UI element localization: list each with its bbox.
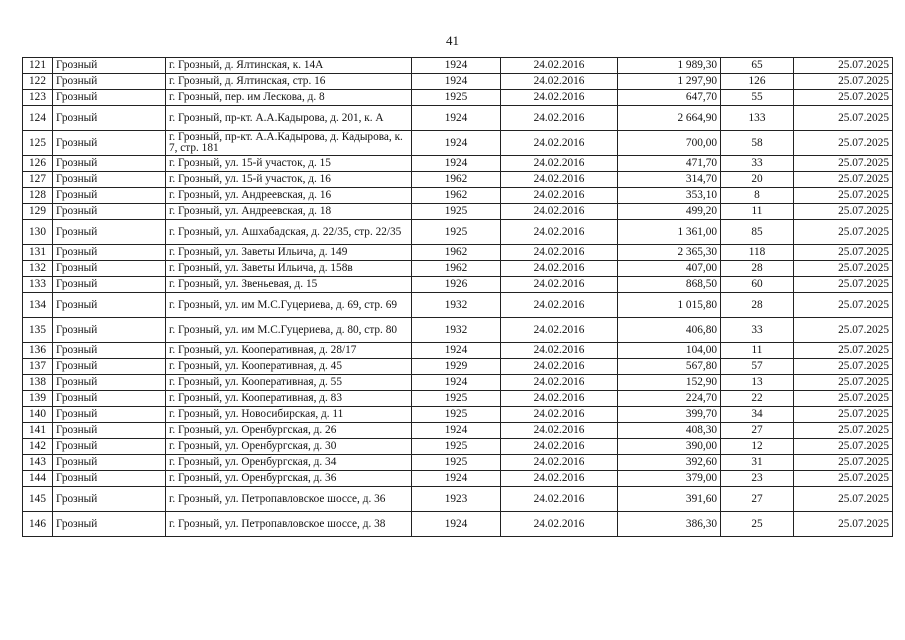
city-cell: Грозный: [53, 90, 166, 106]
table-body: [23, 58, 893, 537]
table-row: [23, 391, 893, 407]
date-start-cell: 24.02.2016: [501, 58, 618, 74]
date-start-cell: 24.02.2016: [501, 423, 618, 439]
year-cell: 1962: [412, 188, 501, 204]
date-start-cell: 24.02.2016: [501, 220, 618, 245]
address-cell: г. Грозный, ул. Петропавловское шоссе, д. 38: [166, 512, 412, 537]
city-cell: Грозный: [53, 204, 166, 220]
table-row: [23, 455, 893, 471]
date-start-cell: 24.02.2016: [501, 391, 618, 407]
count-cell: 57: [721, 359, 794, 375]
count-cell: 58: [721, 131, 794, 156]
count-cell: 118: [721, 245, 794, 261]
count-cell: 8: [721, 188, 794, 204]
date-start-cell: 24.02.2016: [501, 407, 618, 423]
date-start-cell: 24.02.2016: [501, 74, 618, 90]
date-end-cell: 25.07.2025: [794, 220, 893, 245]
date-start-cell: 24.02.2016: [501, 439, 618, 455]
area-cell: 104,00: [618, 343, 721, 359]
table-row: [23, 512, 893, 537]
table-row: [23, 261, 893, 277]
area-cell: 407,00: [618, 261, 721, 277]
date-end-cell: 25.07.2025: [794, 131, 893, 156]
table-row: [23, 359, 893, 375]
table-row: [23, 471, 893, 487]
address-cell: г. Грозный, ул. Петропавловское шоссе, д. 36: [166, 487, 412, 512]
city-cell: Грозный: [53, 423, 166, 439]
table-row: [23, 204, 893, 220]
table-row: [23, 220, 893, 245]
date-end-cell: 25.07.2025: [794, 90, 893, 106]
year-cell: 1926: [412, 277, 501, 293]
address-cell: г. Грозный, ул. Заветы Ильича, д. 149: [166, 245, 412, 261]
date-end-cell: 25.07.2025: [794, 512, 893, 537]
date-end-cell: 25.07.2025: [794, 359, 893, 375]
date-start-cell: 24.02.2016: [501, 245, 618, 261]
date-end-cell: 25.07.2025: [794, 407, 893, 423]
row-number: 122: [23, 74, 53, 90]
year-cell: 1932: [412, 293, 501, 318]
address-cell: г. Грозный, ул. Ашхабадская, д. 22/35, стр. 22/35: [166, 220, 412, 245]
city-cell: Грозный: [53, 407, 166, 423]
area-cell: 2 365,30: [618, 245, 721, 261]
area-cell: 408,30: [618, 423, 721, 439]
date-start-cell: 24.02.2016: [501, 343, 618, 359]
date-end-cell: 25.07.2025: [794, 74, 893, 90]
table-row: [23, 106, 893, 131]
year-cell: 1962: [412, 261, 501, 277]
city-cell: Грозный: [53, 512, 166, 537]
count-cell: 27: [721, 487, 794, 512]
date-start-cell: 24.02.2016: [501, 359, 618, 375]
count-cell: 20: [721, 172, 794, 188]
date-start-cell: 24.02.2016: [501, 131, 618, 156]
date-start-cell: 24.02.2016: [501, 172, 618, 188]
row-number: 127: [23, 172, 53, 188]
row-number: 130: [23, 220, 53, 245]
address-cell: г. Грозный, ул. Оренбургская, д. 34: [166, 455, 412, 471]
address-cell: г. Грозный, ул. Новосибирская, д. 11: [166, 407, 412, 423]
year-cell: 1924: [412, 512, 501, 537]
count-cell: 11: [721, 343, 794, 359]
area-cell: 224,70: [618, 391, 721, 407]
year-cell: 1932: [412, 318, 501, 343]
table-row: [23, 277, 893, 293]
year-cell: 1924: [412, 471, 501, 487]
table-row: [23, 375, 893, 391]
city-cell: Грозный: [53, 172, 166, 188]
row-number: 144: [23, 471, 53, 487]
year-cell: 1925: [412, 455, 501, 471]
date-start-cell: 24.02.2016: [501, 487, 618, 512]
table-row: [23, 293, 893, 318]
row-number: 137: [23, 359, 53, 375]
row-number: 131: [23, 245, 53, 261]
address-cell: г. Грозный, д. Ялтинская, стр. 16: [166, 74, 412, 90]
count-cell: 31: [721, 455, 794, 471]
address-cell: г. Грозный, ул. Заветы Ильича, д. 158в: [166, 261, 412, 277]
address-cell: г. Грозный, пр-кт. А.А.Кадырова, д. Кадырова, к. 7, стр. 181: [166, 131, 412, 156]
row-number: 121: [23, 58, 53, 74]
date-start-cell: 24.02.2016: [501, 90, 618, 106]
area-cell: 379,00: [618, 471, 721, 487]
year-cell: 1962: [412, 172, 501, 188]
area-cell: 700,00: [618, 131, 721, 156]
table-row: [23, 423, 893, 439]
area-cell: 1 989,30: [618, 58, 721, 74]
count-cell: 33: [721, 318, 794, 343]
year-cell: 1925: [412, 439, 501, 455]
year-cell: 1929: [412, 359, 501, 375]
area-cell: 391,60: [618, 487, 721, 512]
year-cell: 1925: [412, 391, 501, 407]
year-cell: 1925: [412, 90, 501, 106]
date-start-cell: 24.02.2016: [501, 455, 618, 471]
count-cell: 65: [721, 58, 794, 74]
count-cell: 28: [721, 293, 794, 318]
count-cell: 27: [721, 423, 794, 439]
date-end-cell: 25.07.2025: [794, 375, 893, 391]
row-number: 123: [23, 90, 53, 106]
date-end-cell: 25.07.2025: [794, 423, 893, 439]
row-number: 138: [23, 375, 53, 391]
area-cell: 392,60: [618, 455, 721, 471]
area-cell: 647,70: [618, 90, 721, 106]
city-cell: Грозный: [53, 375, 166, 391]
city-cell: Грозный: [53, 359, 166, 375]
table-row: [23, 90, 893, 106]
city-cell: Грозный: [53, 156, 166, 172]
area-cell: 499,20: [618, 204, 721, 220]
area-cell: 471,70: [618, 156, 721, 172]
date-end-cell: 25.07.2025: [794, 204, 893, 220]
address-cell: г. Грозный, ул. Оренбургская, д. 26: [166, 423, 412, 439]
area-cell: 868,50: [618, 277, 721, 293]
area-cell: 406,80: [618, 318, 721, 343]
date-end-cell: 25.07.2025: [794, 471, 893, 487]
area-cell: 386,30: [618, 512, 721, 537]
count-cell: 85: [721, 220, 794, 245]
year-cell: 1962: [412, 245, 501, 261]
address-cell: г. Грозный, ул. им М.С.Гуцериева, д. 69, стр. 69: [166, 293, 412, 318]
row-number: 125: [23, 131, 53, 156]
date-end-cell: 25.07.2025: [794, 245, 893, 261]
count-cell: 28: [721, 261, 794, 277]
address-cell: г. Грозный, д. Ялтинская, к. 14А: [166, 58, 412, 74]
row-number: 141: [23, 423, 53, 439]
row-number: 140: [23, 407, 53, 423]
area-cell: 1 015,80: [618, 293, 721, 318]
table-row: [23, 58, 893, 74]
count-cell: 12: [721, 439, 794, 455]
date-end-cell: 25.07.2025: [794, 58, 893, 74]
area-cell: 567,80: [618, 359, 721, 375]
year-cell: 1924: [412, 343, 501, 359]
address-cell: г. Грозный, ул. 15-й участок, д. 15: [166, 156, 412, 172]
row-number: 134: [23, 293, 53, 318]
area-cell: 399,70: [618, 407, 721, 423]
date-start-cell: 24.02.2016: [501, 293, 618, 318]
count-cell: 33: [721, 156, 794, 172]
date-end-cell: 25.07.2025: [794, 156, 893, 172]
date-start-cell: 24.02.2016: [501, 204, 618, 220]
table-row: [23, 131, 893, 156]
row-number: 132: [23, 261, 53, 277]
address-cell: г. Грозный, ул. Андреевская, д. 16: [166, 188, 412, 204]
city-cell: Грозный: [53, 74, 166, 90]
row-number: 136: [23, 343, 53, 359]
row-number: 129: [23, 204, 53, 220]
count-cell: 126: [721, 74, 794, 90]
city-cell: Грозный: [53, 471, 166, 487]
date-start-cell: 24.02.2016: [501, 512, 618, 537]
table-row: [23, 172, 893, 188]
row-number: 135: [23, 318, 53, 343]
row-number: 126: [23, 156, 53, 172]
date-start-cell: 24.02.2016: [501, 156, 618, 172]
city-cell: Грозный: [53, 131, 166, 156]
date-start-cell: 24.02.2016: [501, 471, 618, 487]
date-start-cell: 24.02.2016: [501, 277, 618, 293]
city-cell: Грозный: [53, 220, 166, 245]
city-cell: Грозный: [53, 293, 166, 318]
date-end-cell: 25.07.2025: [794, 106, 893, 131]
year-cell: 1924: [412, 375, 501, 391]
area-cell: 1 361,00: [618, 220, 721, 245]
city-cell: Грозный: [53, 58, 166, 74]
date-end-cell: 25.07.2025: [794, 277, 893, 293]
page-number: 41: [446, 33, 459, 48]
row-number: 146: [23, 512, 53, 537]
count-cell: 25: [721, 512, 794, 537]
table-row: [23, 318, 893, 343]
date-end-cell: 25.07.2025: [794, 293, 893, 318]
date-start-cell: 24.02.2016: [501, 261, 618, 277]
housing-registry-table: [22, 57, 893, 537]
address-cell: г. Грозный, ул. Андреевская, д. 18: [166, 204, 412, 220]
year-cell: 1924: [412, 58, 501, 74]
city-cell: Грозный: [53, 455, 166, 471]
count-cell: 55: [721, 90, 794, 106]
city-cell: Грозный: [53, 245, 166, 261]
row-number: 143: [23, 455, 53, 471]
date-start-cell: 24.02.2016: [501, 375, 618, 391]
city-cell: Грозный: [53, 487, 166, 512]
date-end-cell: 25.07.2025: [794, 188, 893, 204]
date-end-cell: 25.07.2025: [794, 391, 893, 407]
city-cell: Грозный: [53, 391, 166, 407]
row-number: 124: [23, 106, 53, 131]
count-cell: 133: [721, 106, 794, 131]
row-number: 142: [23, 439, 53, 455]
address-cell: г. Грозный, ул. Кооперативная, д. 55: [166, 375, 412, 391]
city-cell: Грозный: [53, 343, 166, 359]
table-row: [23, 156, 893, 172]
year-cell: 1924: [412, 131, 501, 156]
date-end-cell: 25.07.2025: [794, 261, 893, 277]
date-end-cell: 25.07.2025: [794, 318, 893, 343]
address-cell: г. Грозный, пр-кт. А.А.Кадырова, д. 201, к. А: [166, 106, 412, 131]
city-cell: Грозный: [53, 106, 166, 131]
area-cell: 1 297,90: [618, 74, 721, 90]
area-cell: 314,70: [618, 172, 721, 188]
area-cell: 2 664,90: [618, 106, 721, 131]
address-cell: г. Грозный, ул. Кооперативная, д. 28/17: [166, 343, 412, 359]
address-cell: г. Грозный, ул. Кооперативная, д. 45: [166, 359, 412, 375]
address-cell: г. Грозный, ул. Оренбургская, д. 36: [166, 471, 412, 487]
date-end-cell: 25.07.2025: [794, 439, 893, 455]
year-cell: 1924: [412, 423, 501, 439]
address-cell: г. Грозный, ул. Кооперативная, д. 83: [166, 391, 412, 407]
date-start-cell: 24.02.2016: [501, 318, 618, 343]
row-number: 128: [23, 188, 53, 204]
date-end-cell: 25.07.2025: [794, 343, 893, 359]
year-cell: 1924: [412, 74, 501, 90]
table-row: [23, 439, 893, 455]
date-start-cell: 24.02.2016: [501, 188, 618, 204]
city-cell: Грозный: [53, 439, 166, 455]
table-row: [23, 188, 893, 204]
address-cell: г. Грозный, ул. Звеньевая, д. 15: [166, 277, 412, 293]
count-cell: 34: [721, 407, 794, 423]
city-cell: Грозный: [53, 261, 166, 277]
area-cell: 152,90: [618, 375, 721, 391]
table-row: [23, 487, 893, 512]
year-cell: 1924: [412, 156, 501, 172]
city-cell: Грозный: [53, 277, 166, 293]
row-number: 133: [23, 277, 53, 293]
table-row: [23, 407, 893, 423]
city-cell: Грозный: [53, 188, 166, 204]
address-cell: г. Грозный, ул. Оренбургская, д. 30: [166, 439, 412, 455]
area-cell: 390,00: [618, 439, 721, 455]
table-row: [23, 245, 893, 261]
table-row: [23, 343, 893, 359]
date-end-cell: 25.07.2025: [794, 487, 893, 512]
address-cell: г. Грозный, пер. им Лескова, д. 8: [166, 90, 412, 106]
area-cell: 353,10: [618, 188, 721, 204]
address-cell: г. Грозный, ул. им М.С.Гуцериева, д. 80, стр. 80: [166, 318, 412, 343]
date-start-cell: 24.02.2016: [501, 106, 618, 131]
year-cell: 1925: [412, 407, 501, 423]
count-cell: 13: [721, 375, 794, 391]
count-cell: 60: [721, 277, 794, 293]
year-cell: 1923: [412, 487, 501, 512]
row-number: 139: [23, 391, 53, 407]
date-end-cell: 25.07.2025: [794, 455, 893, 471]
address-cell: г. Грозный, ул. 15-й участок, д. 16: [166, 172, 412, 188]
count-cell: 23: [721, 471, 794, 487]
year-cell: 1925: [412, 220, 501, 245]
city-cell: Грозный: [53, 318, 166, 343]
table-row: [23, 74, 893, 90]
count-cell: 11: [721, 204, 794, 220]
count-cell: 22: [721, 391, 794, 407]
year-cell: 1924: [412, 106, 501, 131]
year-cell: 1925: [412, 204, 501, 220]
date-end-cell: 25.07.2025: [794, 172, 893, 188]
row-number: 145: [23, 487, 53, 512]
